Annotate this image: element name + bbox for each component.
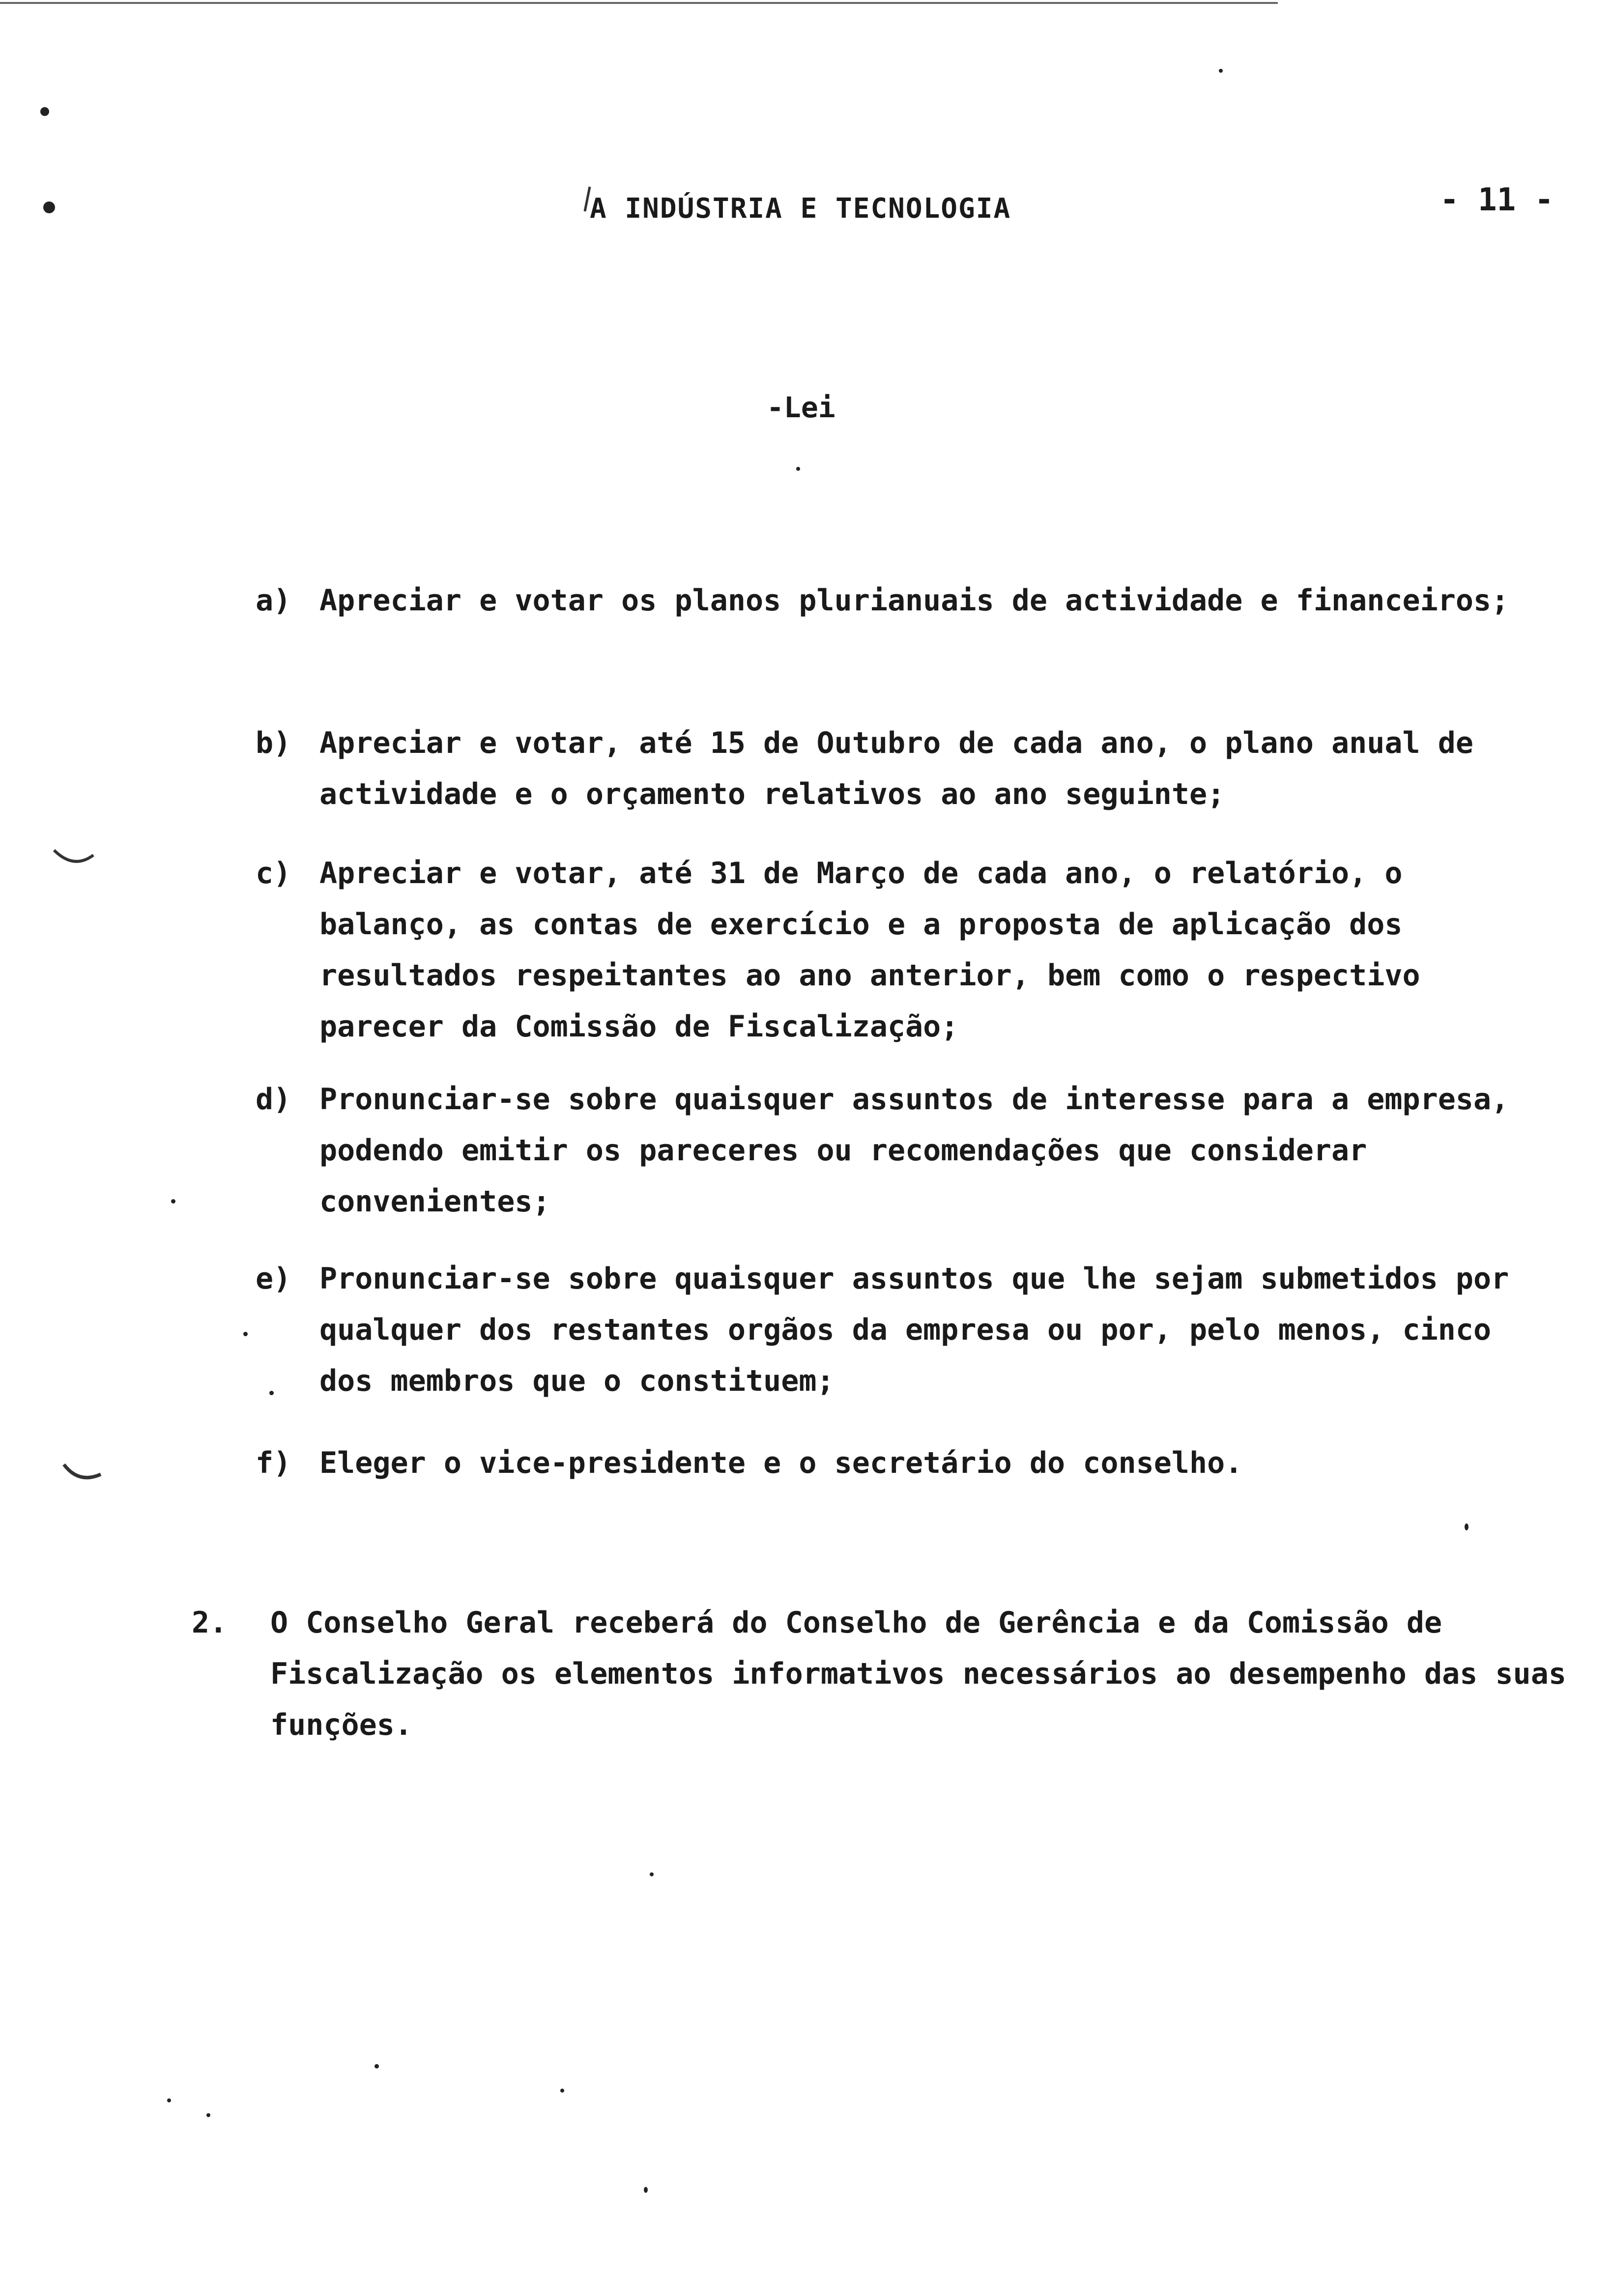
list-item	[256, 1074, 1553, 1227]
header-title: A INDÚSTRIA E TECNOLOGIA	[590, 193, 1011, 225]
scan-speck	[374, 2064, 379, 2068]
list-item	[256, 575, 1553, 626]
scan-speck	[1219, 69, 1223, 73]
paragraph-text: O Conselho Geral receberá do Conselho de Gerência e da Comissão de Fiscalização os elementos informativos necessários ao desempenho das suas funções.	[270, 1606, 1566, 1742]
item-text: Eleger o vice-presidente e o secretário do conselho.	[319, 1446, 1243, 1480]
list-item	[256, 1437, 1553, 1489]
item-marker: d)	[256, 1082, 291, 1117]
item-text: Pronunciar-se sobre quaisquer assuntos de interesse para a empresa, podendo emitir os pareceres ou recomendações que considerar convenientes;	[319, 1082, 1509, 1219]
scan-speck	[40, 107, 49, 116]
list-item	[256, 1253, 1553, 1406]
scan-speck	[796, 467, 800, 471]
item-marker: b)	[256, 726, 291, 760]
top-rule	[0, 2, 1278, 4]
paragraph-marker: 2.	[192, 1606, 228, 1640]
item-text: Apreciar e votar os planos plurianuais de actividade e financeiros;	[319, 583, 1509, 618]
scan-speck	[650, 1872, 654, 1876]
scan-speck	[167, 2098, 171, 2102]
item-marker: c)	[256, 856, 291, 890]
item-text: Pronunciar-se sobre quaisquer assuntos que lhe sejam submetidos por qualquer dos restantes orgãos da empresa ou por, pelo menos, cinco dos membros que o constituem;	[319, 1262, 1509, 1398]
item-text: Apreciar e votar, até 31 de Março de cada ano, o relatório, o balanço, as contas de exercício e a proposta de aplicação dos resultados respeitantes ao ano anterior, bem como o respectivo parecer da Comissão de Fiscalização;	[319, 856, 1420, 1044]
section-label: -Lei	[767, 391, 835, 424]
item-marker: a)	[256, 583, 291, 618]
list-item	[256, 718, 1553, 820]
scan-speck	[560, 2089, 564, 2093]
numbered-paragraph	[192, 1597, 1583, 1751]
page-number: - 11 -	[1440, 182, 1554, 218]
list-item	[256, 848, 1553, 1052]
scan-speck	[1465, 1523, 1468, 1530]
scan-speck	[644, 2187, 648, 2193]
item-marker: f)	[256, 1446, 291, 1480]
item-marker: e)	[256, 1262, 291, 1296]
scan-speck	[206, 2113, 210, 2117]
scan-speck	[171, 1199, 175, 1204]
scan-speck	[43, 201, 55, 213]
scan-speck	[243, 1332, 248, 1336]
item-text: Apreciar e votar, até 15 de Outubro de cada ano, o plano anual de actividade e o orçamento relativos ao ano seguinte;	[319, 726, 1473, 811]
